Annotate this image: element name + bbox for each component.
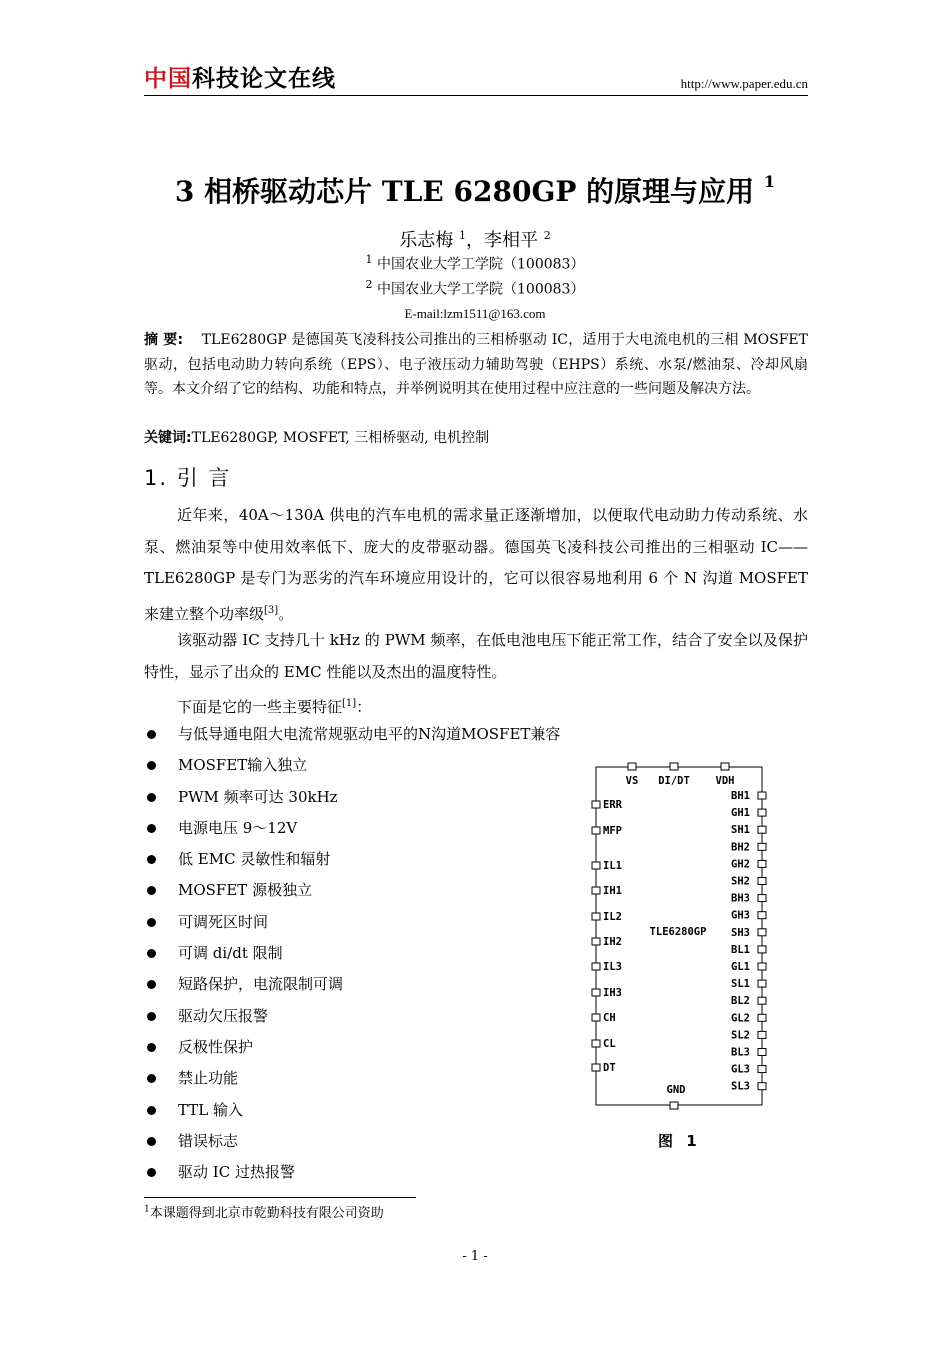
pin-label-ih1: IH1	[603, 885, 622, 897]
footnote-rule	[144, 1197, 416, 1198]
p3-end: ：	[356, 698, 372, 716]
p1-citation[interactable]: [3]	[264, 604, 279, 616]
pin-label-di-dt: DI/DT	[658, 775, 690, 787]
list-item: 可调死区时间	[144, 907, 560, 938]
logo-red-text: 中国	[144, 66, 192, 92]
aff-1-sup: 1	[365, 253, 373, 266]
pin-label-err: ERR	[603, 799, 622, 811]
pin-label-sl2: SL2	[731, 1029, 750, 1042]
pin-label-vdh: VDH	[715, 775, 735, 787]
pin-terminal	[758, 912, 766, 919]
p3-citation[interactable]: [1]	[342, 698, 357, 709]
paper-title	[0, 170, 950, 210]
author-1-sup: 1	[459, 229, 466, 242]
pin-terminal	[758, 895, 766, 902]
pin-label-bl2: BL2	[731, 995, 750, 1008]
list-item: PWM 频率可达 30kHz	[144, 782, 560, 813]
pin-label-sh1: SH1	[731, 824, 750, 837]
pin-terminal	[592, 989, 600, 996]
abstract-label: 摘 要:	[144, 332, 184, 348]
list-item: 短路保护，电流限制可调	[144, 969, 560, 1000]
pin-terminal	[721, 763, 729, 770]
pin-terminal	[758, 1031, 766, 1038]
chip-name-label: TLE6280GP	[649, 926, 707, 938]
list-item: MOSFET 源极独立	[144, 875, 560, 906]
chip-diagram	[586, 760, 776, 1115]
pin-label-gh3: GH3	[731, 909, 750, 922]
chip-pinout-figure	[586, 760, 776, 1115]
pin-terminal	[758, 826, 766, 833]
pin-terminal	[758, 1083, 766, 1090]
pin-terminal	[592, 801, 600, 808]
pin-label-il3: IL3	[603, 961, 622, 973]
paragraph-2: 该驱动器 IC 支持几十 kHz 的 PWM 频率，在低电池电压下能正常工作，结合了安全以及保护特性，显示了出众的 EMC 性能以及杰出的温度特性。	[144, 631, 808, 681]
list-item: MOSFET输入独立	[144, 750, 560, 781]
pin-label-sl3: SL3	[731, 1080, 750, 1093]
pin-terminal	[592, 887, 600, 894]
list-item: 与低导通电阻大电流常规驱动电平的N沟道MOSFET兼容	[144, 719, 560, 750]
header-url[interactable]: http://www.paper.edu.cn	[680, 76, 808, 91]
pin-terminal	[592, 913, 600, 920]
pin-label-gnd: GND	[666, 1084, 686, 1096]
pin-label-bl3: BL3	[731, 1046, 750, 1059]
pin-label-gh1: GH1	[731, 807, 750, 820]
pin-terminal	[758, 980, 766, 987]
author-1: 乐志梅	[399, 230, 454, 251]
list-item: 错误标志	[144, 1126, 560, 1157]
author-email[interactable]: E-mail:lzm1511@163.com	[404, 306, 546, 321]
page-number: - 1 -	[462, 1249, 488, 1264]
pin-label-cl: CL	[603, 1038, 616, 1050]
pin-label-sh3: SH3	[731, 926, 750, 939]
pin-label-gl2: GL2	[731, 1012, 750, 1025]
author-separator: ，	[466, 230, 484, 251]
site-logo	[144, 66, 336, 92]
list-item: 驱动欠压报警	[144, 1001, 560, 1032]
pin-terminal	[758, 1049, 766, 1056]
pin-terminal	[670, 763, 678, 770]
pin-terminal	[758, 963, 766, 970]
pin-terminal	[758, 946, 766, 953]
pin-terminal	[592, 1064, 600, 1071]
footnote	[144, 1202, 384, 1221]
affiliation-2	[0, 278, 950, 299]
pin-label-ch: CH	[603, 1012, 616, 1024]
pin-terminal	[670, 1102, 678, 1109]
author-2: 李相平	[484, 230, 538, 251]
aff-2-text: 中国农业大学工学院（100083）	[377, 281, 585, 298]
pin-label-sh2: SH2	[731, 875, 750, 888]
abstract	[144, 328, 808, 402]
pin-label-mfp: MFP	[603, 825, 622, 837]
pin-label-bh2: BH2	[731, 841, 750, 854]
footnote-mark: 1	[144, 1204, 150, 1215]
pin-label-gl3: GL3	[731, 1063, 750, 1076]
abstract-text: TLE6280GP 是德国英飞凌科技公司推出的三相桥驱动 IC，适用于大电流电机的三相 MOSFET 驱动，包括电动助力转向系统（EPS）、电子液压动力辅助驾驶（EHPS）系统、水泵/燃油泵、冷却风扇等。本文介绍了它的结构、功能和特点，并举例说明其在使用过程中应注意的一些问题及解决方法。	[144, 332, 808, 397]
keywords	[144, 426, 489, 450]
pin-terminal	[628, 763, 636, 770]
pin-terminal	[758, 1066, 766, 1073]
authors	[0, 226, 950, 252]
aff-2-sup: 2	[365, 278, 373, 291]
aff-1-text: 中国农业大学工学院（100083）	[377, 256, 585, 273]
pin-label-il2: IL2	[603, 911, 622, 923]
p1-end: 。	[278, 604, 294, 623]
pin-label-bh1: BH1	[731, 790, 750, 802]
keywords-label: 关键词:	[144, 430, 192, 446]
list-item: 反极性保护	[144, 1032, 560, 1063]
pin-terminal	[592, 963, 600, 970]
pin-terminal	[592, 938, 600, 945]
pin-terminal	[592, 862, 600, 869]
p3-text: 下面是它的一些主要特征	[177, 698, 343, 716]
list-item: 低 EMC 灵敏性和辐射	[144, 844, 560, 875]
logo-black-text: 科技论文在线	[192, 66, 336, 92]
pin-label-gh2: GH2	[731, 858, 750, 871]
pin-terminal	[592, 827, 600, 834]
list-item: 可调 di/dt 限制	[144, 938, 560, 969]
list-item: 驱动 IC 过热报警	[144, 1157, 560, 1188]
figure-caption: 图 1	[658, 1132, 701, 1150]
title-text: 3 相桥驱动芯片 TLE 6280GP 的原理与应用	[174, 175, 755, 208]
pin-terminal	[758, 792, 766, 799]
paragraph-1	[144, 500, 808, 630]
pin-terminal	[758, 1014, 766, 1021]
pin-terminal	[758, 809, 766, 816]
pin-terminal	[758, 997, 766, 1004]
header-rule	[144, 95, 808, 96]
list-item: 禁止功能	[144, 1063, 560, 1094]
pin-label-il1: IL1	[603, 860, 622, 872]
keywords-text: TLE6280GP, MOSFET, 三相桥驱动, 电机控制	[191, 430, 490, 446]
author-2-sup: 2	[543, 229, 551, 242]
footnote-text: 本课题得到北京市乾勤科技有限公司资助	[149, 1206, 384, 1221]
pin-terminal	[592, 1014, 600, 1021]
pin-label-sl1: SL1	[731, 978, 750, 991]
pin-terminal	[592, 1040, 600, 1047]
list-item: TTL 输入	[144, 1095, 560, 1126]
pin-terminal	[758, 878, 766, 885]
affiliation-1	[0, 253, 950, 274]
pin-terminal	[758, 843, 766, 850]
pin-label-gl1: GL1	[731, 961, 750, 973]
pin-label-ih2: IH2	[603, 936, 622, 948]
pin-label-bh3: BH3	[731, 892, 750, 905]
pin-label-dt: DT	[603, 1062, 616, 1074]
pin-label-vs: VS	[625, 775, 639, 787]
section-heading: 1. 引 言	[144, 466, 232, 490]
feature-list	[144, 719, 560, 1188]
pin-label-ih3: IH3	[603, 987, 622, 999]
pin-terminal	[758, 929, 766, 936]
pin-label-bl1: BL1	[731, 943, 750, 956]
p1-text: 近年来，40A～130A 供电的汽车电机的需求量正逐渐增加，以便取代电动助力传动系统、水泵、燃油泵等中使用效率低下、庞大的皮带驱动器。德国英飞凌科技公司推出的三相驱动 IC——TLE6280GP 是专门为恶劣的汽车环境应用设计的，它可以很容易地利用 6 个 N 沟道 MOSFET 来建立整个功率级	[144, 506, 808, 623]
title-footnote-mark: 1	[763, 171, 776, 191]
pin-terminal	[758, 860, 766, 867]
list-item: 电源电压 9～12V	[144, 813, 560, 844]
